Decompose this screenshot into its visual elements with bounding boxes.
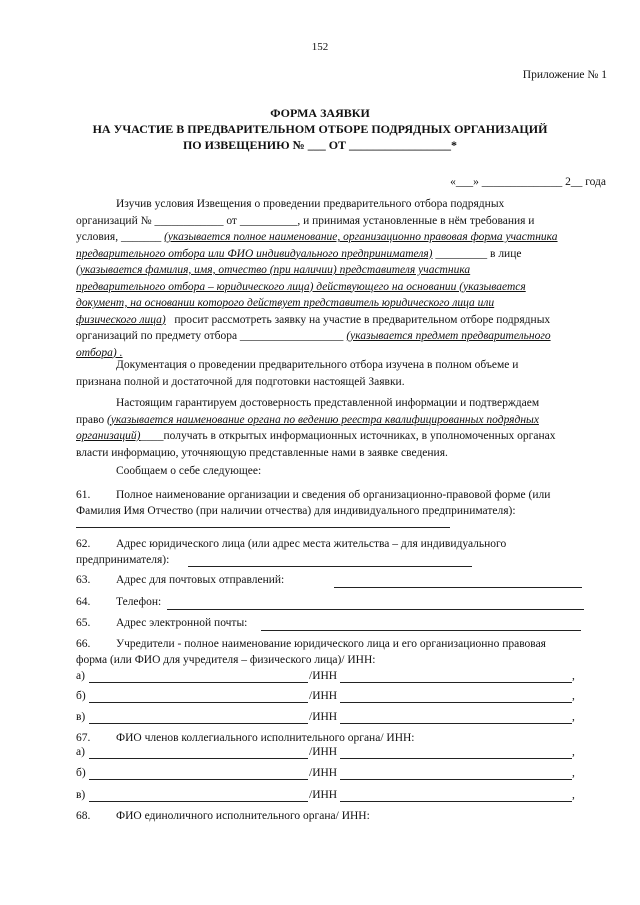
inn-label: /ИНН — [309, 746, 338, 758]
row-label: б) — [76, 767, 86, 779]
founder-name-field[interactable] — [89, 682, 308, 683]
item-67: 67. ФИО членов коллегиального исполнительного органа/ ИНН: — [76, 732, 415, 744]
founder-name-field[interactable] — [89, 723, 308, 724]
item-62-field[interactable] — [188, 566, 472, 567]
form-notice-line: ПО ИЗВЕЩЕНИЮ № ___ ОТ _________________* — [182, 138, 458, 152]
row-label: в) — [76, 789, 86, 801]
item-64: 64. Телефон: — [76, 596, 162, 608]
item-61-field[interactable] — [76, 527, 450, 528]
inn-label: /ИНН — [309, 767, 338, 779]
comma: , — [572, 789, 575, 801]
intro-paragraph: Изучив условия Извещения о проведении предварительного отбора подрядных организаций № ____________ от __________, и принимая установленные в нём требования и условия, _______ (указывается полное наименование, организационно правовая форма участника предварительного отбора или ФИО индивидуального предпринимателя) _________ в лице (указывается фамилия, имя, отчество (при наличии) представителя участника предварительного отбора – юридического лица) действующего на основании (указывается документ, на основании которого действует представитель юридического лица или физического лица) просит рассмотреть заявку на участие в предварительном отборе подрядных организаций по предмету отбора __________________ (указывается предмет предварительного отбора) . — [76, 198, 558, 359]
inn-label: /ИНН — [309, 690, 338, 702]
board-member-inn-field[interactable] — [340, 801, 572, 802]
board-member-name-field[interactable] — [89, 801, 308, 802]
form-title: ФОРМА ЗАЯВКИ — [270, 106, 370, 120]
board-member-name-field[interactable] — [89, 779, 308, 780]
date-line: «___» ______________ 2__ года — [450, 176, 606, 188]
item-64-field[interactable] — [167, 609, 584, 610]
item-63: 63. Адрес для почтовых отправлений: — [76, 574, 285, 586]
page-number: 152 — [311, 41, 329, 53]
guarantee-paragraph: Настоящим гарантируем достоверность представленной информации и подтверждаем право (указывается наименование органа по ведению реестра квалифицированных подрядных организаций)____получать в открытых информационных источниках, в уполномоченных органах власти информацию, уточняющую представленные нами в заявке сведения. — [76, 397, 556, 459]
appendix-label: Приложение № 1 — [522, 69, 607, 81]
comma: , — [572, 711, 575, 723]
founder-inn-field[interactable] — [340, 682, 572, 683]
founder-name-field[interactable] — [89, 702, 308, 703]
comma: , — [572, 767, 575, 779]
board-member-inn-field[interactable] — [340, 779, 572, 780]
row-label: в) — [76, 711, 86, 723]
item-65: 65. Адрес электронной почты: — [76, 617, 248, 629]
inn-label: /ИНН — [309, 711, 338, 723]
founder-inn-field[interactable] — [340, 723, 572, 724]
founder-inn-field[interactable] — [340, 702, 572, 703]
row-label: б) — [76, 690, 86, 702]
item-61: 61. Полное наименование организации и сведения об организационно-правовой форме (или — [76, 489, 551, 501]
item-66: 66. Учредители - полное наименование юридического лица и его организационно правовая — [76, 638, 546, 650]
board-member-inn-field[interactable] — [340, 758, 572, 759]
comma: , — [572, 690, 575, 702]
row-label: а) — [76, 746, 85, 758]
about-us-line: Сообщаем о себе следующее: — [116, 465, 262, 477]
item-65-field[interactable] — [261, 630, 581, 631]
inn-label: /ИНН — [309, 789, 338, 801]
item-62-cont: предпринимателя): — [76, 554, 170, 566]
documentation-paragraph: Документация о проведении предварительного отбора изучена в полном объеме и признана полной и достаточной для подготовки настоящей Заявки. — [76, 359, 519, 388]
form-subtitle: НА УЧАСТИЕ В ПРЕДВАРИТЕЛЬНОМ ОТБОРЕ ПОДРЯДНЫХ ОРГАНИЗАЦИЙ — [92, 122, 548, 136]
item-61-cont: Фамилия Имя Отчество (при наличии отчества) для индивидуального предпринимателя): — [76, 505, 516, 517]
inn-label: /ИНН — [309, 670, 338, 682]
item-68: 68. ФИО единоличного исполнительного органа/ ИНН: — [76, 810, 370, 822]
board-member-name-field[interactable] — [89, 758, 308, 759]
comma: , — [572, 670, 575, 682]
item-62: 62. Адрес юридического лица (или адрес места жительства – для индивидуального — [76, 538, 507, 550]
item-66-cont: форма (или ФИО для учредителя – физического лица)/ ИНН: — [76, 654, 376, 666]
item-63-field[interactable] — [334, 587, 582, 588]
row-label: а) — [76, 670, 85, 682]
comma: , — [572, 746, 575, 758]
